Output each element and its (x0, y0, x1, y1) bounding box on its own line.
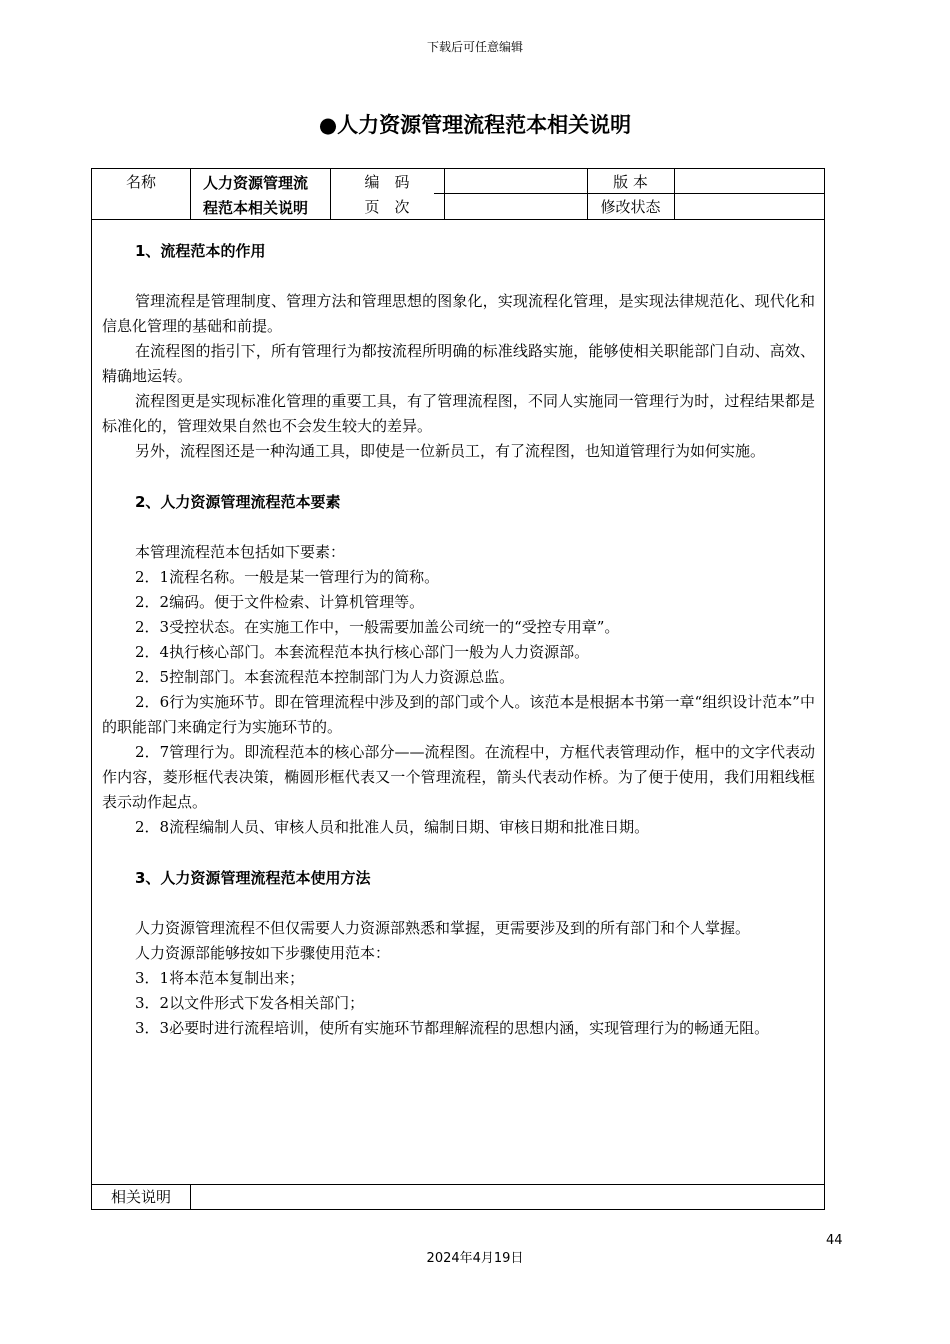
name-value (203, 171, 308, 221)
list-item: 3．2以文件形式下发各相关部门； (135, 994, 365, 1012)
section-heading: 3、人力资源管理流程范本使用方法 (135, 869, 371, 887)
name-value-line2: 程范本相关说明 (203, 199, 309, 217)
section-elements (102, 490, 815, 840)
paragraph: 人力资源部能够按如下步骤使用范本： (135, 944, 391, 962)
name-label: 名称 (125, 173, 156, 191)
page-label: 页 次 (364, 198, 410, 216)
footer-date: 2024年4月19日 (426, 1251, 524, 1266)
list-item: 2．5控制部门。本套流程范本控制部门为人力资源总监。 (135, 668, 515, 686)
related-label: 相关说明 (110, 1188, 171, 1206)
paragraph: 本管理流程范本包括如下要素： (135, 543, 346, 561)
col-divider-1 (190, 169, 191, 219)
document-body (102, 239, 815, 1067)
paragraph: 管理流程是管理制度、管理方法和管理思想的图象化，实现流程化管理，是实现法律规范化、现代化和信息化管理的基础和前提。 (102, 292, 815, 335)
col-divider-5 (674, 169, 675, 219)
related-col-divider (190, 1184, 191, 1210)
revision-label: 修改状态 (600, 198, 661, 216)
list-item: 2．2编码。便于文件检索、计算机管理等。 (135, 593, 425, 611)
list-item: 3．3必要时进行流程培训，使所有实施环节都理解流程的思想内涵，实现管理行为的畅通无阻。 (135, 1019, 770, 1037)
paragraph: 人力资源管理流程不但仅需要人力资源部熟悉和掌握，更需要涉及到的所有部门和个人掌握。 (135, 919, 751, 937)
list-item: 2．1流程名称。一般是某一管理行为的简称。 (135, 568, 440, 586)
list-item: 2．4执行核心部门。本套流程范本执行核心部门一般为人力资源部。 (135, 643, 590, 661)
section-heading: 1、流程范本的作用 (135, 242, 266, 260)
document-title: ●人力资源管理流程范本相关说明 (318, 113, 632, 137)
list-item: 2．3受控状态。在实施工作中，一般需要加盖公司统一的“受控专用章”。 (135, 618, 620, 636)
version-label: 版 本 (613, 173, 648, 191)
section-heading: 2、人力资源管理流程范本要素 (135, 493, 341, 511)
list-item: 2．6行为实施环节。即在管理流程中涉及到的部门或个人。该范本是根据本书第一章“组织设计范本”中的职能部门来确定行为实施环节的。 (102, 693, 815, 736)
col-divider-3 (444, 169, 445, 219)
section-usage (102, 866, 815, 1041)
related-row-divider (92, 1184, 824, 1185)
code-label: 编 码 (364, 173, 410, 191)
form-table (91, 168, 825, 1210)
paragraph: 在流程图的指引下，所有管理行为都按流程所明确的标准线路实施，能够使相关职能部门自动、高效、精确地运转。 (102, 342, 815, 385)
paragraph: 另外，流程图还是一种沟通工具，即使是一位新员工，有了流程图，也知道管理行为如何实施。 (135, 442, 766, 460)
list-item: 2．7管理行为。即流程范本的核心部分——流程图。在流程中，方框代表管理动作，框中的文字代表动作内容，菱形框代表决策，椭圆形框代表又一个管理流程，箭头代表动作桥。为了便于使用，我们用粗线框表示动作起点。 (102, 743, 815, 811)
name-value-line1: 人力资源管理流 (203, 174, 309, 192)
header-bottom-divider (92, 219, 824, 220)
section-purpose (102, 239, 815, 464)
header-note: 下载后可任意编辑 (426, 40, 523, 54)
list-item: 2．8流程编制人员、审核人员和批准人员，编制日期、审核日期和批准日期。 (135, 818, 650, 836)
paragraph: 流程图更是实现标准化管理的重要工具，有了管理流程图，不同人实施同一管理行为时，过程结果都是标准化的，管理效果自然也不会发生较大的差异。 (102, 392, 815, 435)
list-item: 3．1将本范本复制出来； (135, 969, 305, 987)
page-number: 44 (826, 1233, 843, 1248)
